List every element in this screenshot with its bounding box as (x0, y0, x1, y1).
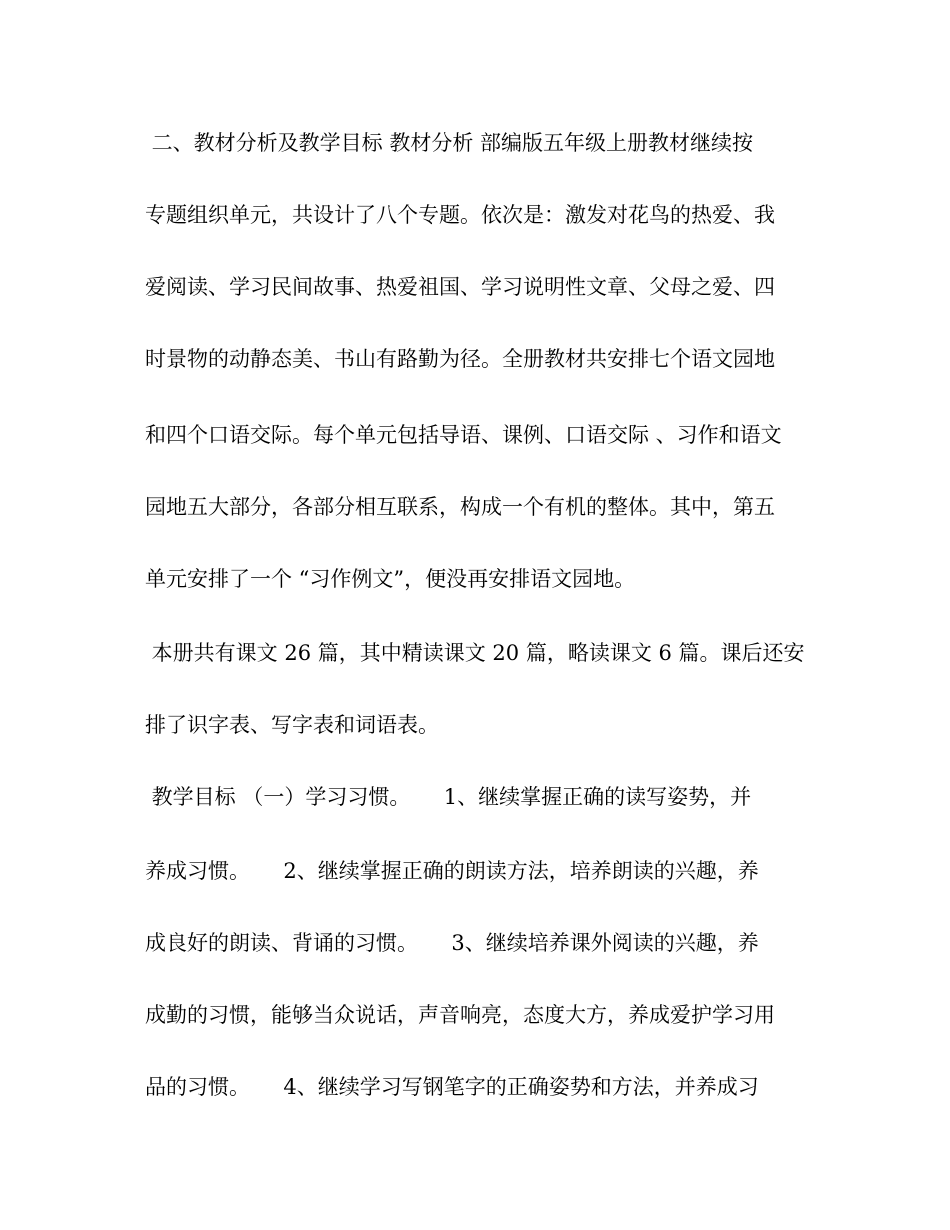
text-line-5: 和四个口语交际。每个单元包括导语、课例、口语交际 、习作和语文 (145, 423, 782, 447)
text-line-3: 爱阅读、学习民间故事、热爱祖国、学习说明性文章、父母之爱、四 (145, 275, 775, 299)
text-line-4: 时景物的动静态美、书山有路勤为径。全册教材共安排七个语文园地 (145, 347, 775, 371)
text-line-14: 品的习惯。 4、继续学习写钢笔字的正确姿势和方法，并养成习 (145, 1075, 759, 1099)
text-line-13: 成勤的习惯，能够当众说话，声音响亮，态度大方，养成爱护学习用 (145, 1003, 775, 1027)
text-line-10: 教学目标 （一）学习习惯。 1、继续掌握正确的读写姿势，并 (145, 785, 752, 809)
text-line-6: 园地五大部分，各部分相互联系，构成一个有机的整体。其中，第五 (145, 495, 775, 519)
text-line-9: 排了识字表、写字表和词语表。 (145, 713, 439, 737)
text-line-1: 二、教材分析及教学目标 教材分析 部编版五年级上册教材继续按 (145, 131, 754, 155)
text-line-8: 本册共有课文 26 篇，其中精读课文 20 篇，略读课文 6 篇。课后还安 (145, 641, 805, 665)
text-line-11: 养成习惯。 2、继续掌握正确的朗读方法，培养朗读的兴趣，养 (145, 859, 759, 883)
text-line-2: 专题组织单元，共设计了八个专题。依次是：激发对花鸟的热爱、我 (145, 203, 775, 227)
text-line-7: 单元安排了一个 “习作例文”，便没再安排语文园地。 (145, 567, 636, 591)
text-line-12: 成良好的朗读、背诵的习惯。 3、继续培养课外阅读的兴趣，养 (145, 931, 759, 955)
